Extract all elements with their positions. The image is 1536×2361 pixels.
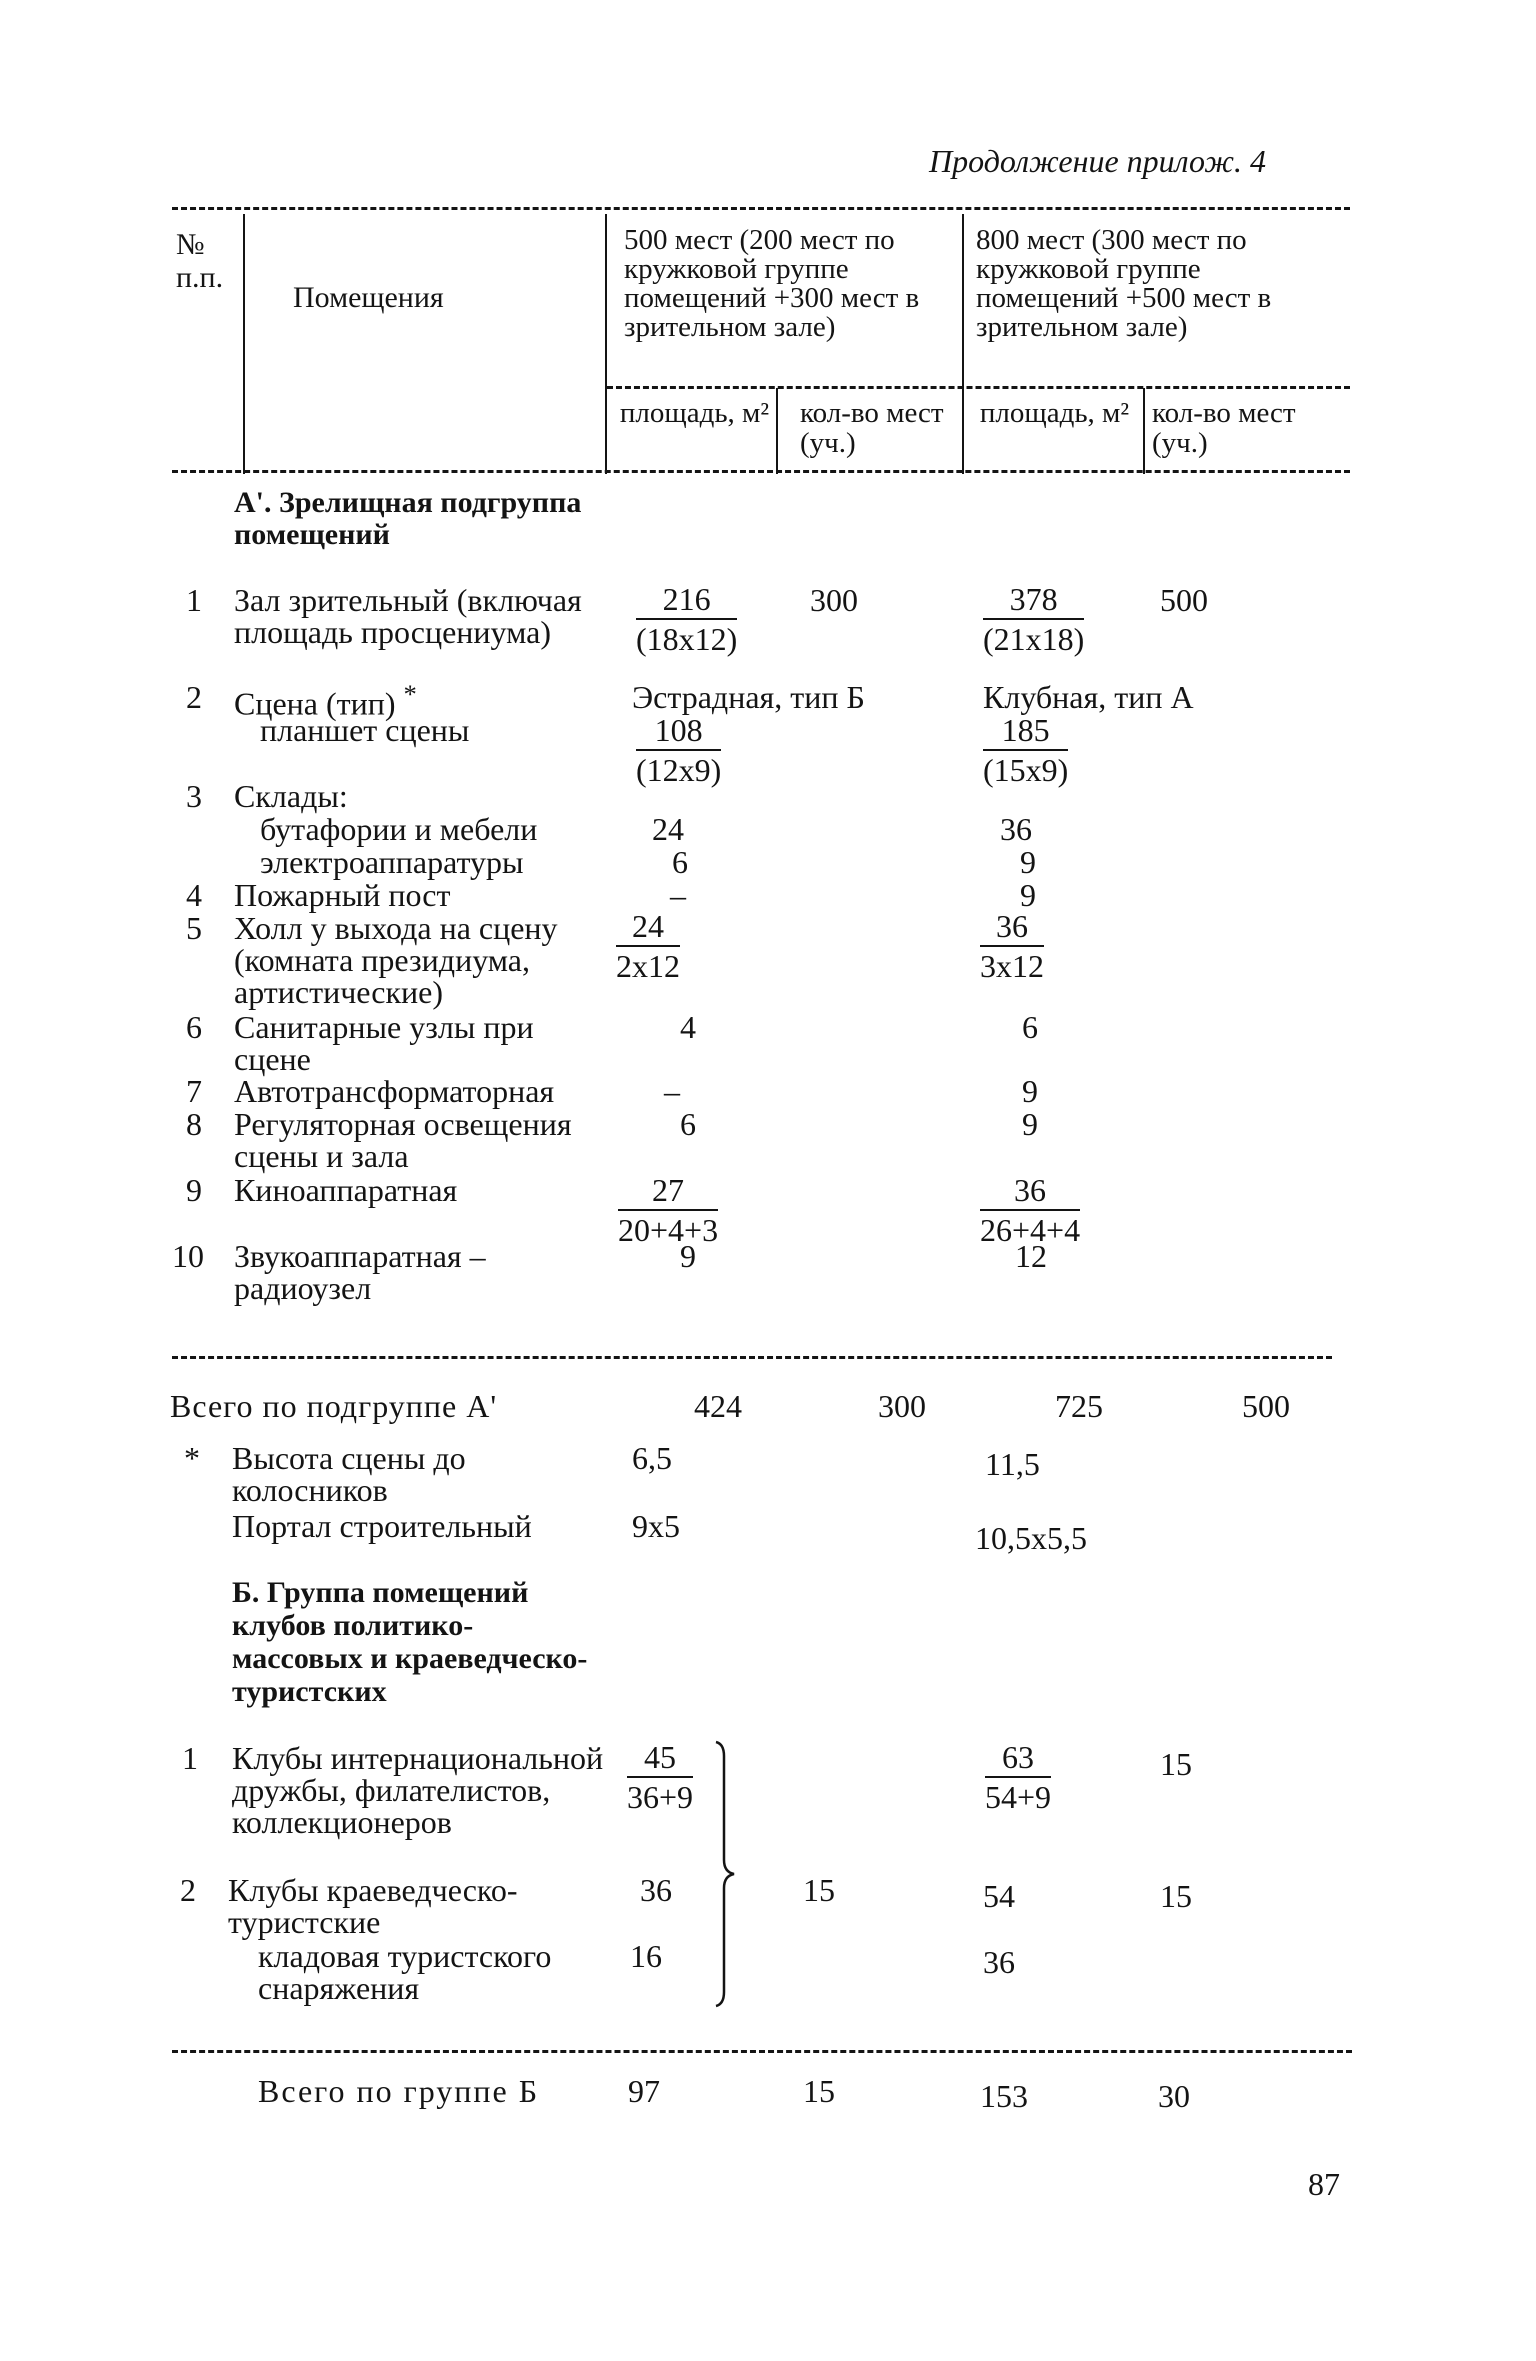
total-seats-800: 500 [1242,1388,1290,1424]
total-seats-500: 15 [803,2073,835,2109]
area-value: 9 [1022,1106,1038,1142]
row-number: 7 [186,1073,202,1109]
total-area-800: 153 [980,2078,1028,2114]
area-fraction: $\frac{36}{3x12}$ [980,908,1044,984]
area-fraction: $\frac{378}{(21x18)}$ [983,581,1085,657]
area-value: – [664,1073,680,1109]
shared-seats-500: 15 [803,1872,835,1908]
note-value-500: 6,5 [632,1440,672,1476]
area-value: 9 [1020,877,1036,913]
room-name: Киноаппаратная [234,1172,458,1208]
room-subname: кладовая туристского снаряжения [258,1938,552,2006]
header-divider-3 [962,214,964,474]
row-number: 4 [186,877,202,913]
header-divider-4 [776,388,778,474]
seats-value: 15 [1160,1878,1192,1914]
area-value: – [670,877,686,913]
stage-type-500: Эстрадная, тип Б [632,679,865,715]
area-fraction: $\frac{108}{(12x9)}$ [636,712,722,788]
area-value: 6 [672,844,688,880]
area-value: 36 [1000,811,1032,847]
section-a-total-label: Всего по подгруппе А' [170,1388,498,1424]
row-number: 5 [186,910,202,946]
row-number: 2 [180,1872,196,1908]
area-value: 9 [680,1238,696,1274]
seats-value: 300 [810,582,858,618]
area-value: 36 [983,1944,1015,1980]
room-name: Клубы краеведческо-туристские [228,1872,518,1940]
seats-800-header: кол-во мест (уч.) [1152,397,1296,459]
num-column-header: № п.п. [176,228,224,294]
rooms-column-header: Помещения [293,281,444,314]
seats-value: 15 [1160,1746,1192,1782]
room-name: Зал зрительный (включая площадь просцениума) [234,582,582,650]
group-800-header: 800 мест (300 мест по кружковой группе помещений +500 мест в зрительном зале) [976,224,1272,343]
section-a-total-rule [172,1356,1332,1359]
area-fraction: $\frac{45}{36+9}$ [627,1739,694,1815]
row-number: 2 [186,679,202,715]
area-value: 6 [1022,1009,1038,1045]
total-seats-800: 30 [1158,2078,1190,2114]
room-subname: планшет сцены [260,712,470,748]
section-a-title: А'. Зрелищная подгруппа помещений [234,486,582,551]
header-divider-2 [605,214,607,474]
room-name: Автотрансформаторная [234,1073,555,1109]
note-label: Портал строительный [232,1508,532,1544]
note-value-500: 9x5 [632,1508,680,1544]
room-name: Клубы интернациональной дружбы, филателистов, коллекционеров [232,1740,604,1840]
area-fraction: $\frac{216}{(18x12)}$ [636,581,738,657]
area-value: 4 [680,1009,696,1045]
area-500-header: площадь, м² [619,397,770,429]
header-subrule [607,386,1350,389]
section-b-total-rule [172,2050,1352,2053]
page-number: 87 [1308,2166,1340,2202]
area-value: 12 [1015,1238,1047,1274]
table-header-bottom-rule [172,470,1350,473]
section-b-total-label: Всего по группе Б [258,2073,540,2109]
area-value: 9 [1020,844,1036,880]
room-name: Сцена (тип) * [234,679,417,722]
area-800-header: площадь, м² [979,397,1130,429]
area-value: 6 [680,1106,696,1142]
area-fraction: $\frac{36}{26+4+4}$ [980,1172,1081,1248]
header-divider-5 [1143,388,1145,474]
total-area-800: 725 [1055,1388,1103,1424]
room-name: Склады: [234,778,348,814]
room-name: Холл у выхода на сцену (комната президиума, артистические) [234,910,558,1010]
room-name: Санитарные узлы при сцене [234,1009,534,1077]
room-subname: электроаппаратуры [260,844,524,880]
row-number: 9 [186,1172,202,1208]
continuation-title: Продолжение прилож. 4 [929,143,1266,179]
total-area-500: 97 [628,2073,660,2109]
footnote-star: * [184,1440,200,1476]
note-label: Высота сцены до колосников [232,1440,466,1508]
seats-value: 500 [1160,582,1208,618]
total-area-500: 424 [694,1388,742,1424]
area-value: 36 [640,1872,672,1908]
note-value-800: 11,5 [985,1446,1040,1482]
stage-type-800: Клубная, тип А [983,679,1194,715]
brace-icon [712,1740,742,2008]
note-value-800: 10,5x5,5 [975,1520,1087,1556]
room-name: Звукоаппаратная – радиоузел [234,1238,486,1306]
room-subname: бутафории и мебели [260,811,538,847]
section-b-title: Б. Группа помещений клубов политико-массовых и краеведческо-туристских [232,1576,588,1708]
table-top-rule [172,207,1350,210]
area-value: 24 [652,811,684,847]
row-number: 10 [172,1238,204,1274]
footnote-star: * [403,679,417,709]
row-number: 8 [186,1106,202,1142]
room-name: Пожарный пост [234,877,451,913]
row-number: 1 [182,1740,198,1776]
row-number: 6 [186,1009,202,1045]
group-500-header: 500 мест (200 мест по кружковой группе помещений +300 мест в зрительном зале) [624,224,920,343]
area-fraction: $\frac{27}{20+4+3}$ [618,1172,719,1248]
area-value: 9 [1022,1073,1038,1109]
total-seats-500: 300 [878,1388,926,1424]
row-number: 3 [186,778,202,814]
area-value: 54 [983,1878,1015,1914]
room-name: Регуляторная освещения сцены и зала [234,1106,572,1174]
header-divider-1 [243,214,245,474]
seats-500-header: кол-во мест (уч.) [800,397,944,459]
area-fraction: $\frac{185}{(15x9)}$ [983,712,1069,788]
area-value: 16 [630,1938,662,1974]
row-number: 1 [186,582,202,618]
area-fraction: $\frac{63}{54+9}$ [985,1739,1052,1815]
area-fraction: $\frac{24}{2x12}$ [616,908,680,984]
